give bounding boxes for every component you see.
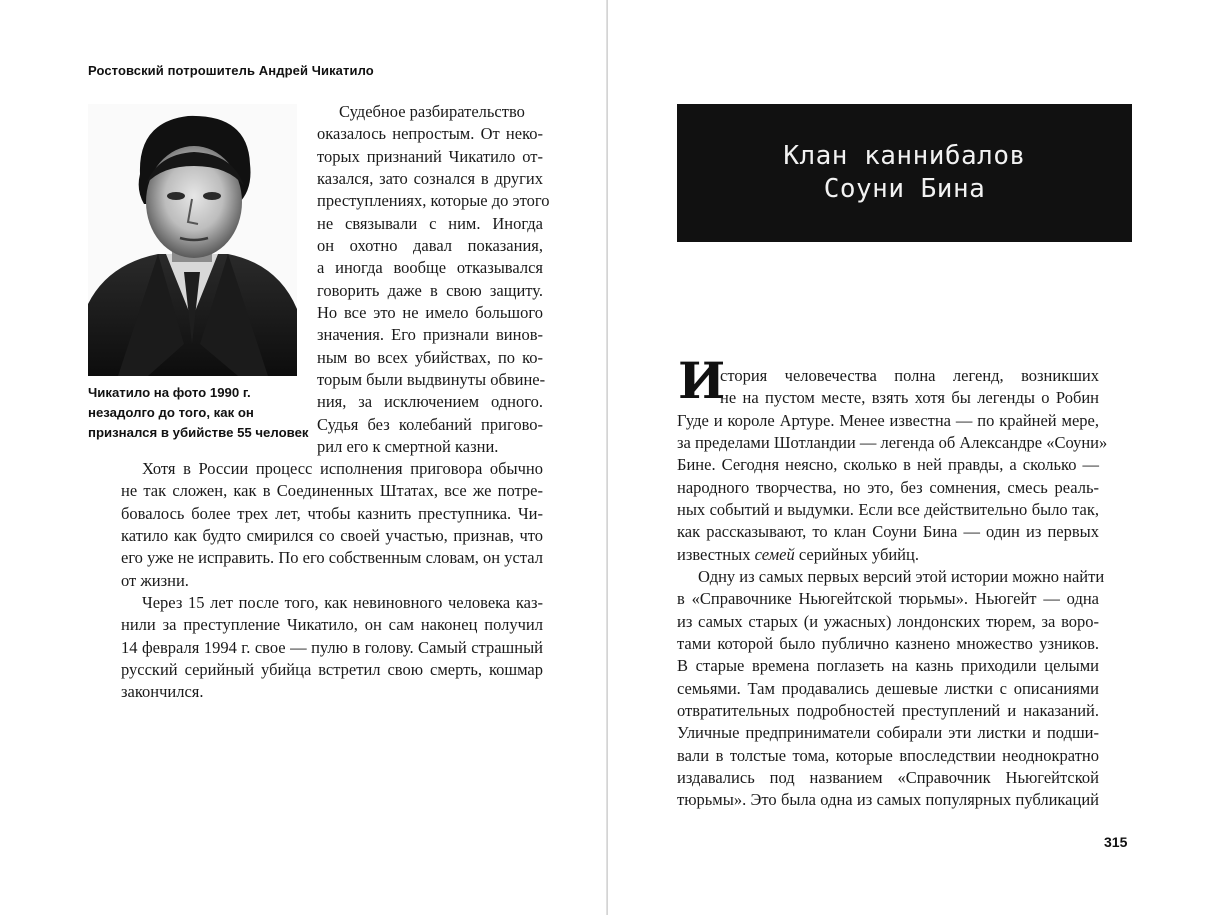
text-line: не связывали с ним. Иногда (317, 214, 543, 233)
text-line: Бине. Сегодня неясно, сколько в ней правды, а сколько — (677, 455, 1099, 474)
text-line: катило как будто смирился со своей участью, признав, что (121, 526, 543, 545)
text-line: от жизни. (121, 571, 189, 590)
text-line: нили за преступление Чикатило, он сам наконец получил (121, 615, 543, 634)
text-line: рил его к смертной казни. (317, 437, 499, 456)
chapter-title-line: Клан каннибалов (783, 141, 1026, 171)
text-line: тами которой было публично казнено множество узников. (677, 634, 1099, 653)
text-line: как рассказывают, то клан Соуни Бина — один из первых (677, 522, 1099, 541)
text-line: Гуде и короле Артуре. Менее известна — по крайней мере, (677, 411, 1099, 430)
text-line: казался, зато сознался в других (317, 169, 543, 188)
text-line: не так сложен, как в Соединенных Штатах, все же потре- (121, 481, 543, 500)
text-line: тюрьмы». Это была одна из самых популярных публикаций (677, 790, 1099, 809)
text-line: в «Справочнике Ньюгейтской тюрьмы». Ньюгейт — одна (677, 589, 1099, 608)
dropcap-glyph (677, 351, 726, 410)
text-line: бовалось более трех лет, чтобы казнить преступника. Чи- (121, 504, 543, 523)
text-line (677, 544, 919, 566)
text-line: ным во всех убийствах, по ко- (317, 348, 543, 367)
text-line: за пределами Шотландии — легенда об Александре «Соуни» (677, 433, 1108, 452)
dropcap-letter (677, 351, 726, 410)
text-line: торым были выдвинуты обвине- (317, 370, 546, 389)
text-line: Но все это не имело большого (317, 303, 543, 322)
text-line: торых признаний Чикатило от- (317, 147, 543, 166)
text-line: 14 февраля 1994 г. свое — пулю в голову. Самый страшный (121, 638, 543, 657)
text-line: Уличные предприниматели собирали эти листки и подши- (677, 723, 1099, 742)
caption-line: Чикатило на фото 1990 г. (88, 385, 251, 400)
emphasis-word: семей (754, 545, 795, 564)
page-number: 315 (1104, 834, 1128, 850)
portrait-photo (88, 104, 297, 376)
text-line: говорить даже в свою защиту. (317, 281, 543, 300)
text-run: известных (677, 545, 755, 564)
text-line: издавались под названием «Справочник Ньюгейтской (677, 768, 1099, 787)
text-line: из самых старых (и ужасных) лондонских тюрем, за воро- (677, 612, 1099, 631)
text-line: закончился. (121, 682, 204, 701)
text-line: вали в толстые тома, которые впоследствии неоднократно (677, 746, 1099, 765)
text-line: он охотно давал показания, (317, 236, 543, 255)
text-line: отвратительных подробностей преступлений и наказаний. (677, 701, 1099, 720)
text-line: Судья без колебаний пригово- (317, 415, 543, 434)
text-line: Одну из самых первых версий этой истории можно найти (698, 567, 1105, 586)
text-line: ных событий и выдумки. Если все действительно было так, (677, 500, 1099, 519)
text-line: преступлениях, которые до этого (317, 191, 550, 210)
chapter-title-box (677, 104, 1132, 242)
photo-caption (88, 383, 308, 443)
caption-line: признался в убийстве 55 человек (88, 425, 309, 440)
text-line: не на пустом месте, взять хотя бы легенды о Робин (720, 388, 1099, 407)
dropcap-text: И (678, 351, 726, 410)
caption-line: незадолго до того, как он (88, 405, 254, 420)
text-line: его уже не исправить. По его собственным словам, он устал (121, 548, 543, 567)
text-line: значения. Его признали винов- (317, 325, 543, 344)
text-line: Судебное разбирательство (339, 102, 525, 121)
text-line: стория человечества полна легенд, возникших (720, 366, 1099, 385)
running-head: Ростовский потрошитель Андрей Чикатило (88, 63, 374, 78)
text-line: ния, за исключением одного. (317, 392, 543, 411)
text-line: В старые времена поглазеть на казнь приходили целыми (677, 656, 1099, 675)
text-line: Через 15 лет после того, как невиновного человека каз- (142, 593, 543, 612)
text-line: оказалось непростым. От неко- (317, 124, 543, 143)
text-line: русский серийный убийца встретил свою смерть, кошмар (121, 660, 543, 679)
text-line: семьями. Там продавались дешевые листки с описаниями (677, 679, 1099, 698)
text-line: народного творчества, но это, без сомнения, смесь реаль- (677, 478, 1099, 497)
text-line: а иногда вообще отказывался (317, 258, 543, 277)
text-line: Хотя в России процесс исполнения приговора обычно (142, 459, 543, 478)
chapter-title-line: Соуни Бина (823, 174, 986, 204)
text-run: серийных убийц. (794, 545, 919, 564)
